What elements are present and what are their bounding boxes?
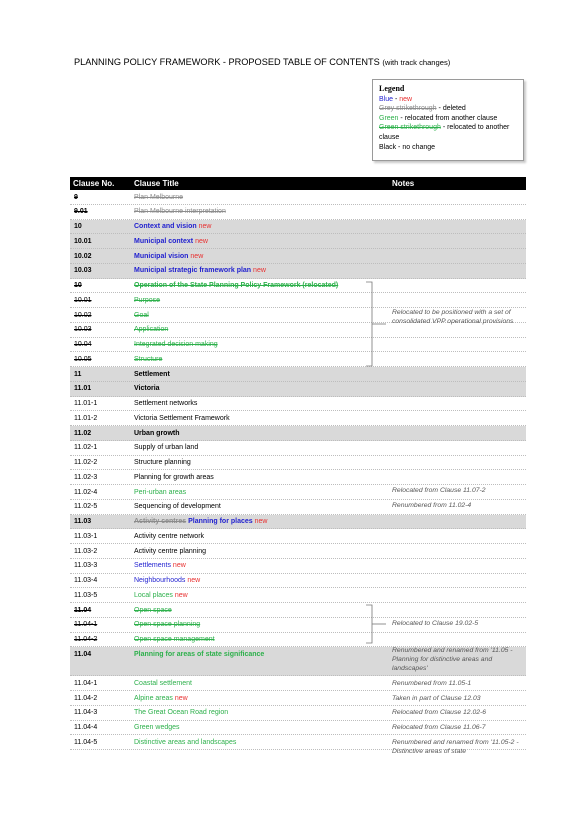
clause-number: 11.02 bbox=[74, 429, 92, 437]
note-relocated-11-06-7: Relocated from Clause 11.06-7 bbox=[392, 724, 486, 731]
clause-title: Victoria Settlement Framework bbox=[134, 414, 230, 422]
clause-number: 11.04-1 bbox=[74, 621, 98, 629]
clause-number: 11.02-2 bbox=[74, 459, 98, 466]
clause-title: Plan Melbourne interpretation bbox=[134, 208, 226, 216]
header-notes: Notes bbox=[392, 178, 415, 188]
title-sub: (with track changes) bbox=[382, 58, 451, 67]
table-row bbox=[70, 603, 526, 618]
table-row bbox=[70, 367, 526, 382]
clause-title: Settlement networks bbox=[134, 400, 198, 407]
table-row bbox=[70, 515, 526, 530]
clause-number: 11.03-1 bbox=[74, 532, 98, 540]
new-tag: new bbox=[198, 223, 212, 230]
table-row bbox=[70, 588, 526, 603]
table-row bbox=[70, 205, 526, 220]
bracket-open-space-group bbox=[364, 603, 394, 647]
clause-title: Urban growth bbox=[134, 429, 180, 437]
clause-number: 10.02 bbox=[74, 311, 92, 319]
new-tag: new bbox=[174, 591, 188, 599]
table-row bbox=[70, 559, 526, 574]
header-clause-title: Clause Title bbox=[134, 178, 179, 188]
clause-number: 11.03-4 bbox=[74, 577, 98, 584]
clause-number: 10.02 bbox=[74, 252, 92, 260]
clause-title: Peri-urban areas bbox=[134, 488, 187, 496]
clause-number: 10.01 bbox=[74, 237, 92, 245]
bracket-relocated-group bbox=[364, 280, 394, 370]
clause-number: 11.02-3 bbox=[74, 473, 98, 481]
legend-box bbox=[372, 79, 524, 161]
table-row bbox=[70, 397, 526, 412]
note-taken-12-03: Taken in part of Clause 12.03 bbox=[392, 695, 481, 702]
clause-title: Planning for growth areas bbox=[134, 473, 214, 481]
clause-number: 11.04-5 bbox=[74, 738, 98, 746]
table-row bbox=[70, 574, 526, 589]
clause-number: 11.02-1 bbox=[74, 444, 98, 452]
new-tag: new bbox=[172, 562, 186, 570]
clause-number: 11.04 bbox=[74, 650, 92, 658]
clause-number: 11.04-3 bbox=[74, 709, 98, 717]
clause-title: The Great Ocean Road region bbox=[134, 709, 229, 717]
new-tag: new bbox=[195, 237, 208, 245]
clause-number: 10.03 bbox=[74, 267, 92, 275]
clause-title: Open space planning bbox=[134, 621, 201, 629]
clause-title: Municipal strategic framework plan new bbox=[134, 267, 266, 275]
clause-title: Structure bbox=[134, 355, 163, 363]
table-row bbox=[70, 220, 526, 235]
new-tag: new bbox=[190, 252, 204, 260]
note-relocated-vpp: Relocated to be positioned with a set of consolidated VPP operational provisions bbox=[392, 309, 514, 325]
clause-title: Open space bbox=[134, 606, 172, 614]
note-renumbered-11-05-1: Renumbered from 11.05-1 bbox=[392, 680, 472, 687]
table-row bbox=[70, 264, 526, 279]
clause-number: 11.04-2 bbox=[74, 636, 98, 643]
header-clause-no: Clause No. bbox=[73, 178, 115, 188]
clause-title: Local places new bbox=[134, 591, 188, 599]
table-row bbox=[70, 441, 526, 456]
table-row bbox=[70, 529, 526, 544]
clause-title: Municipal vision new bbox=[134, 252, 204, 260]
table-row bbox=[70, 293, 526, 308]
table-row bbox=[70, 544, 526, 559]
legend-heading: Legend bbox=[379, 84, 405, 93]
new-tag: new bbox=[187, 577, 201, 584]
clause-number: 10 bbox=[74, 223, 82, 230]
new-tag: new bbox=[174, 694, 188, 702]
clause-title: Open space management bbox=[134, 636, 215, 643]
table-row bbox=[70, 249, 526, 264]
clause-number: 11.02-4 bbox=[74, 488, 98, 496]
table-row bbox=[70, 352, 526, 367]
clause-number: 9.01 bbox=[74, 208, 88, 216]
clause-number: 11.04-4 bbox=[74, 724, 98, 731]
table-row bbox=[70, 426, 526, 441]
legend-line-green: Green - relocated from another clause bbox=[379, 114, 498, 122]
clause-title: Plan Melbourne bbox=[134, 193, 184, 201]
clause-title: Neighbourhoods new bbox=[134, 577, 201, 584]
clause-number: 11.04 bbox=[74, 606, 92, 614]
clause-title: Context and vision new bbox=[134, 223, 212, 230]
clause-number: 10 bbox=[74, 282, 82, 289]
clause-number: 11.03 bbox=[74, 518, 92, 525]
clause-title: Municipal context new bbox=[134, 237, 208, 245]
clause-title: Green wedges bbox=[134, 724, 180, 731]
clause-number: 10.01 bbox=[74, 296, 92, 304]
new-tag: new bbox=[253, 267, 266, 275]
legend-line-blue: Blue - new bbox=[379, 95, 413, 103]
table-row bbox=[70, 234, 526, 249]
clause-title: Purpose bbox=[134, 296, 161, 304]
table-row bbox=[70, 190, 526, 205]
table-row bbox=[70, 470, 526, 485]
table-row bbox=[70, 338, 526, 353]
clause-number: 11.03-3 bbox=[74, 562, 98, 570]
clause-number: 11.04-1 bbox=[74, 679, 98, 687]
table-row bbox=[70, 456, 526, 471]
clause-title: Structure planning bbox=[134, 459, 191, 466]
clause-title: Goal bbox=[134, 311, 149, 319]
clause-title: Activity centre planning bbox=[134, 547, 206, 555]
table-row bbox=[70, 279, 526, 294]
clause-title: Application bbox=[134, 326, 169, 334]
table-header bbox=[70, 177, 526, 190]
legend-line-grey: Grey strikethrough - deleted bbox=[379, 105, 466, 113]
clause-title: Integrated decision making bbox=[134, 341, 218, 348]
clause-number: 11.02-5 bbox=[74, 503, 98, 511]
clause-number: 11.03-5 bbox=[74, 591, 98, 599]
clause-title: Activity centre network bbox=[134, 532, 205, 540]
clause-number: 9 bbox=[74, 193, 78, 201]
title-main: PLANNING POLICY FRAMEWORK - PROPOSED TABLE OF CONTENTS bbox=[74, 57, 380, 67]
page-title bbox=[74, 57, 450, 67]
note-renumbered-11-05: Renumbered and renamed from '11.05 - Planning for distinctive areas and landscapes' bbox=[392, 647, 513, 672]
clause-title: Activity centres Planning for places new bbox=[134, 518, 268, 525]
clause-number: 11.01-1 bbox=[74, 400, 98, 407]
clause-title: Victoria bbox=[134, 385, 160, 393]
note-relocated-19-02-5: Relocated to Clause 19.02-5 bbox=[392, 620, 479, 627]
legend-line-green-strike: Green strikethrough - relocated to another clause bbox=[379, 124, 510, 141]
note-relocated-12-02-6: Relocated from Clause 12.02-6 bbox=[392, 709, 487, 716]
clause-number: 11.01 bbox=[74, 385, 92, 393]
clause-title: Supply of urban land bbox=[134, 444, 199, 452]
clause-number: 10.03 bbox=[74, 326, 92, 334]
clause-title: Settlements new bbox=[134, 562, 186, 570]
clause-number: 11.03-2 bbox=[74, 547, 98, 555]
clause-title: Operation of the State Planning Policy Framework (relocated) bbox=[134, 282, 339, 289]
table-row bbox=[70, 411, 526, 426]
clause-title: Coastal settlement bbox=[134, 679, 192, 687]
note-renumbered-11-02-4: Renumbered from 11.02-4 bbox=[392, 502, 472, 509]
new-tag: new bbox=[254, 518, 268, 525]
clause-number: 11.01-2 bbox=[74, 414, 98, 422]
clause-title: Planning for areas of state significance bbox=[134, 650, 265, 658]
clause-title: Alpine areas new bbox=[134, 694, 188, 702]
table-row bbox=[70, 382, 526, 397]
clause-number: 11.04-2 bbox=[74, 694, 98, 702]
clause-number: 10.04 bbox=[74, 341, 92, 348]
clause-title: Sequencing of development bbox=[134, 503, 221, 511]
note-renumbered-11-05-2: Renumbered and renamed from '11.05-2 - Distinctive areas of state bbox=[392, 739, 519, 755]
clause-title: Settlement bbox=[134, 370, 170, 378]
note-relocated-11-07-2: Relocated from Clause 11.07-2 bbox=[392, 487, 486, 494]
legend-line-black: Black - no change bbox=[379, 143, 436, 151]
clause-title: Distinctive areas and landscapes bbox=[134, 738, 237, 746]
clause-number: 11 bbox=[74, 370, 82, 378]
clause-number: 10.05 bbox=[74, 355, 92, 363]
